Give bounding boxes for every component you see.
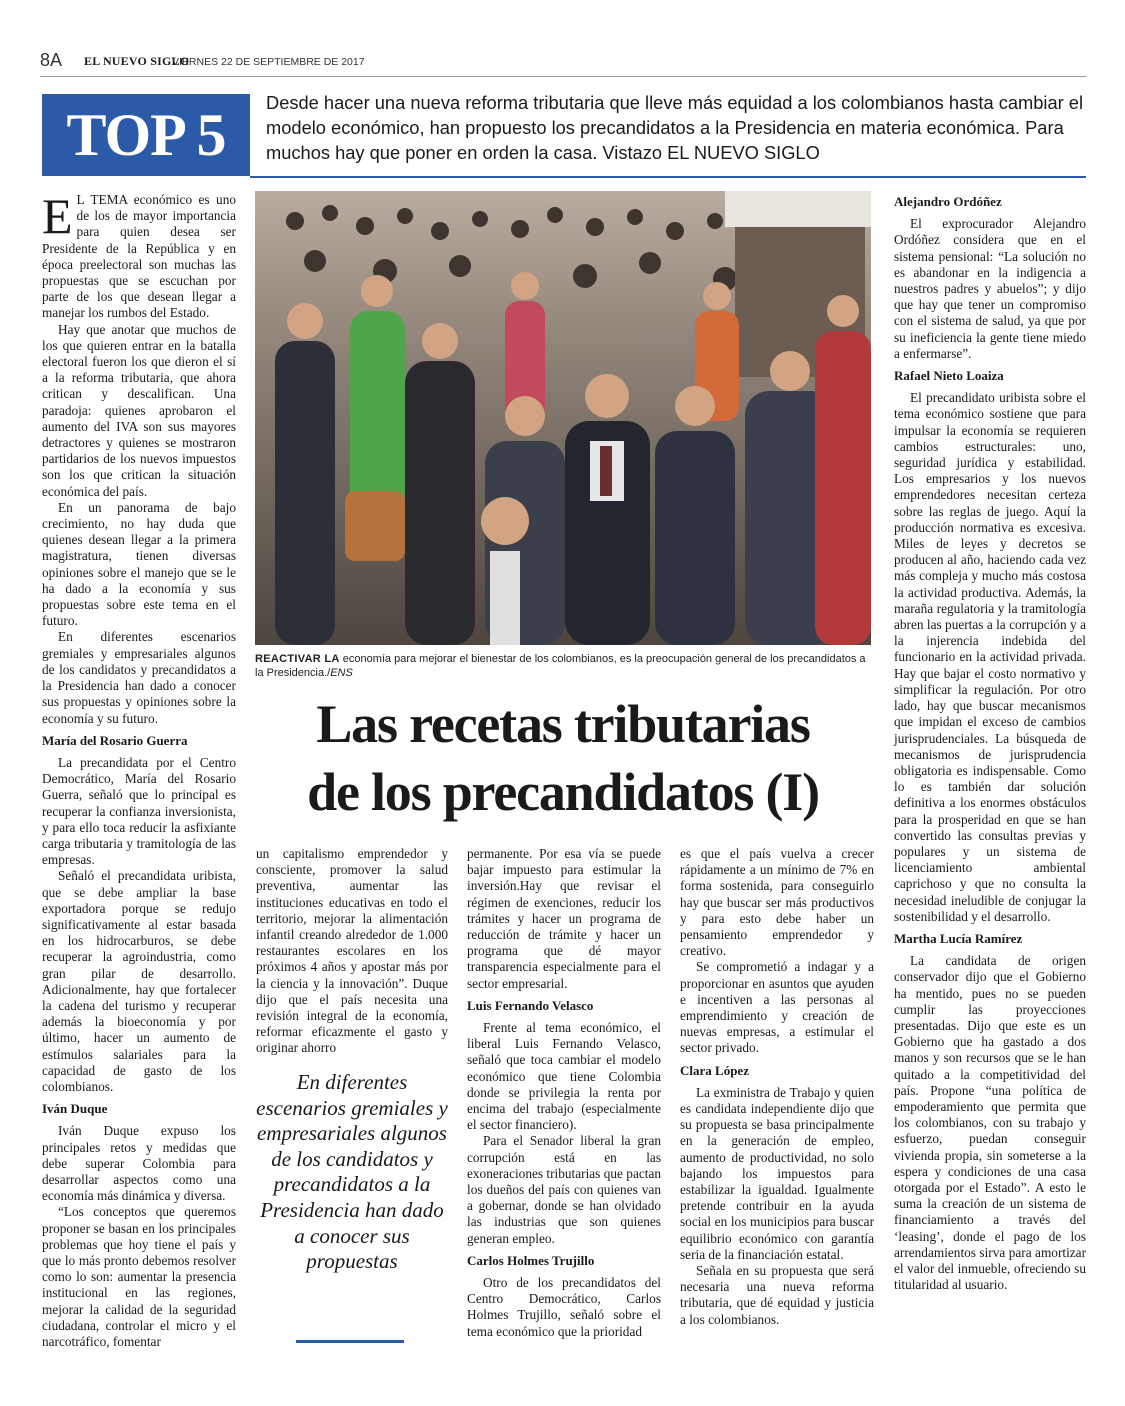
- paragraph: En diferentes escenarios gremiales y empresariales algunos de los candidatos y precandidatos a la Presidencia han dado a conocer sus propuestas y opiniones sobre la economía y su futuro.: [42, 629, 236, 726]
- paragraph: Otro de los precandidatos del Centro Democrático, Carlos Holmes Trujillo, señaló sobre el tema económico que la prioridad: [467, 1275, 661, 1339]
- subhead: Alejandro Ordóñez: [894, 194, 1002, 209]
- paragraph: Señala en su propuesta que será necesaria una nueva reforma tributaria, que dé equidad y justicia a los colombianos.: [680, 1263, 874, 1327]
- page-number: 8A: [40, 50, 63, 70]
- masthead: EL NUEVO SIGLO: [84, 54, 190, 68]
- article-column-3: [467, 846, 661, 1340]
- paragraph: E L TEMA económico es uno de los de mayor importancia para quien desea ser Presidente de la República y en época preelectoral son muchas las propuestas que se escuchan por parte de los que desean llegar a manejar los rumbos del Estado.: [42, 188, 236, 321]
- paragraph: La precandidata por el Centro Democrático, María del Rosario Guerra, señaló que lo principal es recuperar la confianza inversionista, y para ello toca reducir la asfixiante carga tributaria y tramitología de las empresas.: [42, 754, 236, 868]
- paragraph: “Los conceptos que queremos proponer se basan en los principales problemas que hoy tiene el país y que lo más pronto debemos resolver como lo son: aumentar la presencia institucional en las regiones, mejorar la calidad de la seguridad ciudadana, controlar el micro y el narcotráfico, fomentar: [42, 1204, 236, 1350]
- paragraph: permanente. Por esa vía se puede bajar impuesto para estimular la inversión.Hay que revisar el régimen de exenciones, reducir los trámites y hacer un programa de reducción de trámite y hacer un programa que dé mayor transparencia especialmente para el sector empresarial.: [467, 846, 661, 991]
- article-column-5: [894, 188, 1086, 1293]
- subhead: Martha Lucía Ramírez: [894, 930, 1023, 946]
- subhead: Clara López: [680, 1062, 749, 1078]
- crowd-photo-illustration: [255, 191, 871, 645]
- paragraph: Señaló el precandidata uribista, que se debe ampliar la base exportadora porque se redujo significativamente al estar basada en los hidrocarburos, se debe recuperar la agroindustria, como gran pilar de desarrollo. Adicionalmente, hay que fortalecer la cadena del turismo y recuperar además la bioeconomía y por último, hacer un aumento de estímulos salariales para la capacidad de gasto de los colombianos.: [42, 868, 236, 1094]
- subhead: Luis Fernando Velasco: [467, 997, 594, 1013]
- drop-cap: E: [42, 188, 73, 244]
- paragraph: El exprocurador Alejandro Ordóñez considera que en el sistema pensional: “La solución no es abandonar en la indigencia a nuestros padres y abuelos”; y dijo que hay que tener un compromiso con el sistema de salud, ya que por su ineficiencia la gente tiene miedo a enfermarse”.: [894, 216, 1086, 361]
- subhead: Rafael Nieto Loaiza: [894, 368, 1004, 384]
- headline-line-1: Las recetas tributarias: [316, 694, 810, 754]
- top5-label: TOP 5: [42, 94, 250, 176]
- crowd-photo: [255, 191, 871, 645]
- caption-text: economía para mejorar el bienestar de los colombianos, es la preocupación general de los precandidatos a la Presidencia./: [255, 653, 866, 679]
- subhead: Carlos Holmes Trujillo: [467, 1252, 595, 1268]
- caption-lead: REACTIVAR LA: [255, 653, 340, 665]
- pull-quote: En diferentes escenarios gremiales y empresariales algunos de los candidatos y precandidatos a la Presidencia han dado a conocer sus propuestas: [256, 1070, 448, 1274]
- article-column-1: [42, 188, 236, 1350]
- photo-caption: [255, 652, 871, 680]
- paragraph: Iván Duque expuso los principales retos y medidas que debe superar Colombia para desarrollar aspectos como una economía más dinámica y diversa.: [42, 1123, 236, 1204]
- paragraph: Se comprometió a indagar y a proporcionar en asuntos que ayuden e incentiven a las personas al emprendimiento y creación de nuevas empresas, a estimular el sector privado.: [680, 959, 874, 1056]
- paragraph: El precandidato uribista sobre el tema económico sostiene que para impulsar la economía se requieren cambios estructurales: uno, seguridad jurídica y estabilidad. Los empresarios y los nuevos emprendedores necesitan certeza sobre las reglas de juego. Aquí la producción normativa es excesiva. Miles de leyes y decretos se producen al año, haciendo cada vez más compleja y mucho más costosa la actividad productiva. Además, la maraña regulatoria y la tramitología abren las puertas a la corrupción y a la injerencia indebida del funcionario en la actividad privada. Hay que bajar el costo normativo y simplificar la regulación. Por otro lado, hay que buscar mecanismos que impidan el exceso de cambios jurisprudenciales. La búsqueda de mecanismos de jurisprudencia obligatoria es indispensable. Como lo es también dar solución definitiva a los enormes obstáculos para la prosperidad en que se han convertido las consultas previas y populares y un sistema de licenciamiento ambiental caprichoso y que no consulta la necesidad ineludible de conjugar la sostenibilidad y el desarrollo.: [894, 390, 1086, 924]
- article-deck: Desde hacer una nueva reforma tributaria que lleve más equidad a los colombianos hasta cambiar el modelo económico, han propuesto los precandidatos a la Presidencia en materia económica. Para muchos hay que poner en orden la casa. Vistazo EL NUEVO SIGLO: [266, 92, 1084, 163]
- paragraph: Frente al tema económico, el liberal Luis Fernando Velasco, señaló que toca cambiar el modelo económico que tiene Colombia donde se privilegia la renta por encima del trabajo (especialmente el sector financiero).: [467, 1020, 661, 1133]
- paragraph: La candidata de origen conservador dijo que el Gobierno ha mentido, pues no se pueden cumplir las proyecciones presentadas. Dijo que este es un Gobierno que ha gastado a dos manos y son recursos que se le han quitado a la competitividad del país. Propone “una política de empoderamiento que permita que los colombianos, con su trabajo y esfuerzo, puedan conseguir vivienda propia, sin someterse a la espera y condiciones de una casa otorgada por el Estado”. A esto le suma la creación de un sistema de financiamiento a través del ‘leasing’, donde el pago de los arrendamientos sirva para amortizar el valor del inmueble, ofreciendo su titularidad al usuario.: [894, 953, 1086, 1293]
- headline-line-2: de los precandidatos (I): [307, 762, 819, 822]
- paragraph: es que el país vuelva a crecer rápidamente a un mínimo de 7% en forma sostenida, para conseguirlo hay que buscar ser más productivos y para esto debe haber un pensamiento emprendedor y creativo.: [680, 846, 874, 959]
- article-column-4: [680, 846, 874, 1328]
- dateline: VIERNES 22 DE SEPTIEMBRE DE 2017: [172, 56, 365, 68]
- subhead: Iván Duque: [42, 1101, 108, 1117]
- header-rule: [40, 76, 1086, 77]
- headline: [255, 690, 871, 826]
- paragraph: un capitalismo emprendedor y consciente, promover la salud preventiva, aumentar las instituciones educativas en todo el territorio, mejorar la alimentación infantil creando alrededor de 1.000 restaurantes escolares en los próximos 4 años y apostar más por la ciencia y la innovación”. Duque dijo que el país necesita una revisión integral de la economía, reformar eficazmente el gasto y originar ahorro: [256, 846, 448, 1056]
- paragraph: En un panorama de bajo crecimiento, no hay duda que quienes desean llegar a la primera magistratura, tienen diversas opiniones sobre el manejo que se le ha dado a la economía y sus propuestas sobre este tema en el futuro.: [42, 499, 236, 629]
- subhead: María del Rosario Guerra: [42, 732, 188, 748]
- paragraph: Para el Senador liberal la gran corrupción está en las exoneraciones tributarias que pactan los dueños del país con quienes van a gobernar, donde se han olvidado las industrias que son quienes generan empleo.: [467, 1133, 661, 1246]
- paragraph: Hay que anotar que muchos de los que quieren entrar en la batalla electoral fueron los que dieron el sí a la reforma tributaria, que ahora critican y descalifican. Una paradoja: quienes aprobaron el aumento del IVA son sus mayores detractores y quienes se mostraron partidarios de los nuevos impuestos son los que critican la situación económica del país.: [42, 321, 236, 499]
- deck-rule: [250, 176, 1086, 178]
- photo-credit: ENS: [330, 667, 353, 679]
- pull-quote-rule: [296, 1340, 404, 1343]
- article-column-2: [256, 846, 448, 1057]
- paragraph: La exministra de Trabajo y quien es candidata independiente dijo que su propuesta se basa principalmente en la generación de empleo, aumento de productividad, no solo bajando los impuestos para estabilizar la igualdad. Igualmente pretende contribuir en la ayuda social en los municipios para buscar equilibrio económico con garantía seria de la financiación estatal.: [680, 1084, 874, 1262]
